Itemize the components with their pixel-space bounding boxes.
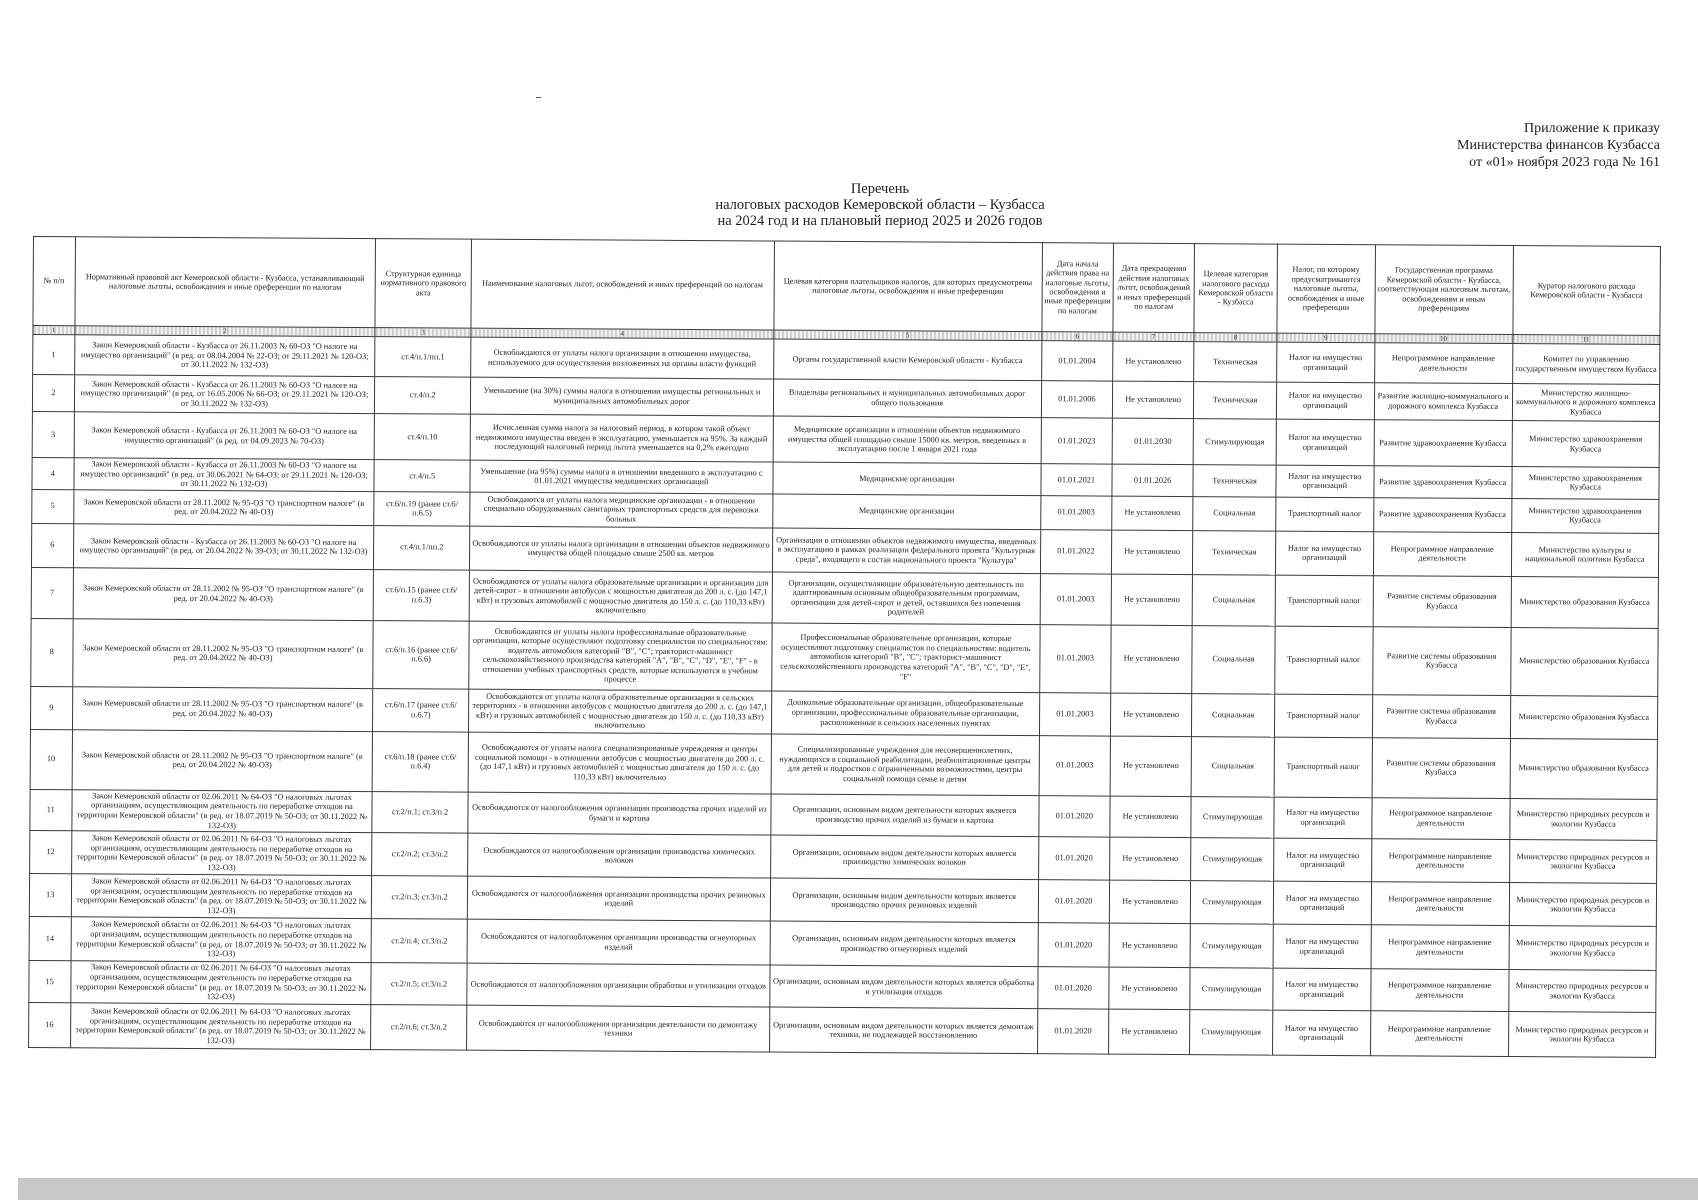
curator-cell: Министерство природных ресурсов и экологии Кузбасса <box>1508 1012 1656 1058</box>
table-row <box>30 729 1657 799</box>
end-date-cell: 01.01.2026 <box>1112 464 1193 496</box>
tax-name-cell: Налог на имущество организаций <box>1277 342 1375 383</box>
column-number-cell: 9 <box>1277 333 1375 343</box>
target-category-cell: Организации, основным видом деятельности которых является производство прочих резиновых изделий <box>770 878 1038 923</box>
start-date-cell: 01.01.2003 <box>1040 495 1112 529</box>
column-number-cell: 11 <box>1512 335 1659 345</box>
row-number-cell: 4 <box>32 457 74 489</box>
end-date-cell: Не установлено <box>1112 530 1193 574</box>
column-number-cell: 6 <box>1041 332 1113 341</box>
tax-name-cell: Налог на имущество организаций <box>1273 1010 1371 1056</box>
legal-act-cell: Закон Кемеровской области от 02.06.2011 № 64-ОЗ "О налоговых льготах организациям, осуществляющим деятельность по переработке отходов на территории Кемеровской области" (в ред. от 18.07.2019 № 50-ОЗ; от 30.11.2022 № 132-ОЗ) <box>71 874 372 919</box>
state-program-cell: Непрограммное направление деятельности <box>1371 839 1509 883</box>
target-category-cell: Организации, основным видом деятельности которых является обработка и утилизация отходов <box>770 965 1038 1009</box>
target-category-cell: Органы государственной власти Кемеровской области - Кузбасса <box>773 339 1041 381</box>
start-date-cell: 01.01.2020 <box>1038 923 1110 967</box>
expenditure-category-cell: Стимулирующая <box>1191 796 1274 838</box>
start-date-cell: 01.01.2006 <box>1041 381 1113 418</box>
appendix-line-3: от «01» ноября 2023 года № 161 <box>1469 155 1660 170</box>
benefit-name-cell: Освобождаются от налогообложения организации производства химических волокон <box>467 833 770 878</box>
appendix-line-2: Министерства финансов Кузбасса <box>1457 138 1660 153</box>
state-program-cell: Непрограммное направление деятельности <box>1374 343 1512 384</box>
structural-unit-cell: ст.4/п.1/пп.1 <box>375 337 471 378</box>
header-cell: Наименование налоговых льгот, освобождений и иных преференций по налогам <box>471 239 775 330</box>
table-header-row <box>33 237 1661 336</box>
structural-unit-cell: ст.2/п.3; ст.3/п.2 <box>372 876 468 920</box>
curator-cell: Министерство образования Кузбасса <box>1510 695 1658 739</box>
expenditure-category-cell: Техническая <box>1193 465 1276 497</box>
structural-unit-cell: ст.6/п.15 (ранее ст.6/п.6.3) <box>374 569 470 621</box>
tax-name-cell: Налог на имущество организаций <box>1276 465 1374 497</box>
start-date-cell: 01.01.2021 <box>1040 464 1112 496</box>
legal-act-cell: Закон Кемеровской области от 02.06.2011 № 64-ОЗ "О налоговых льготах организациям, осуществляющим деятельность по переработке отходов на территории Кемеровской области" (в ред. от 18.07.2019 № 50-ОЗ; от 30.11.2022 № 132-ОЗ) <box>70 961 371 1005</box>
start-date-cell: 01.01.2003 <box>1039 735 1111 795</box>
expenditure-category-cell: Стимулирующая <box>1190 881 1273 925</box>
curator-cell: Министерство культуры и национальной политики Кузбасса <box>1511 532 1659 577</box>
end-date-cell: Не установлено <box>1111 693 1192 736</box>
tax-expenditure-table <box>28 236 1661 1058</box>
curator-cell: Министерство природных ресурсов и экологии Кузбасса <box>1508 970 1656 1013</box>
start-date-cell: 01.01.2020 <box>1037 967 1109 1009</box>
state-program-cell: Развитие системы образования Кузбасса <box>1373 575 1511 627</box>
target-category-cell: Организации, осуществляющие образовательную деятельность по адаптированным основным общеобразовательным программам, организации для детей-сирот и детей, оставшихся без попечения родителей <box>772 572 1040 625</box>
end-date-cell: 01.01.2030 <box>1112 418 1193 464</box>
curator-cell: Комитет по управлению государственным имуществом Кузбасса <box>1512 344 1660 385</box>
legal-act-cell: Закон Кемеровской области от 02.06.2011 № 64-ОЗ "О налоговых льготах организациям, осуществляющим деятельность по переработке отходов на территории Кемеровской области" (в ред. от 18.07.2019 № 50-ОЗ; от 30.11.2022 № 132-ОЗ) <box>70 1003 371 1050</box>
structural-unit-cell: ст.4/п.1/пп.2 <box>374 525 470 570</box>
structural-unit-cell: ст.4/п.10 <box>375 414 471 461</box>
state-program-cell: Развитие здравоохранения Кузбасса <box>1374 466 1512 499</box>
row-number-cell: 12 <box>30 831 72 874</box>
state-program-cell: Развитие жилищно-коммунального и дорожного комплекса Кузбасса <box>1374 383 1512 421</box>
row-number-cell: 6 <box>31 523 73 567</box>
table-body <box>29 335 1660 1058</box>
tax-name-cell: Транспортный налог <box>1275 626 1373 695</box>
state-program-cell: Непрограммное направление деятельности <box>1370 1011 1508 1057</box>
target-category-cell: Профессиональные образовательные организации, которые осуществляют подготовку специалистов по специальностям: водитель автомобиля категорий "B", "C"; тракторист-машинист сельскохозяйственного производства категорий "A", "B", "C", "D", "E", "F" <box>772 623 1040 693</box>
column-number-cell: 1 <box>33 326 75 335</box>
legal-act-cell: Закон Кемеровской области от 02.06.2011 № 64-ОЗ "О налоговых льготах организациям, осуществляющим деятельность по переработке отходов на территории Кемеровской области" (в ред. от 18.07.2019 № 50-ОЗ; от 30.11.2022 № 132-ОЗ) <box>71 917 372 963</box>
start-date-cell: 01.01.2020 <box>1038 837 1110 880</box>
table-row <box>29 1003 1656 1058</box>
legal-act-cell: Закон Кемеровской области от 02.06.2011 № 64-ОЗ "О налоговых льготах организациям, осуществляющим деятельность по переработке отходов на территории Кемеровской области" (в ред. от 18.07.2019 № 50-ОЗ; от 30.11.2022 № 132-ОЗ) <box>71 831 372 876</box>
state-program-cell: Непрограммное направление деятельности <box>1373 531 1511 576</box>
target-category-cell: Владельцы региональных и муниципальных автомобильных дорог общего пользования <box>773 379 1041 418</box>
column-number-cell: 4 <box>471 328 774 339</box>
end-date-cell: Не установлено <box>1109 967 1190 1009</box>
legal-act-cell: Закон Кемеровской области от 28.11.2002 № 95-ОЗ "О транспортном налоге" (в ред. от 20.04.2022 № 40-ОЗ) <box>73 490 374 526</box>
benefit-name-cell: Уменьшение (на 95%) суммы налога в отношении введенного в эксплуатацию с 01.01.2021 имущества медицинских организаций <box>470 460 773 494</box>
curator-cell: Министерство образования Кузбасса <box>1511 576 1659 628</box>
expenditure-category-cell: Техническая <box>1194 342 1277 383</box>
structural-unit-cell: ст.2/п.2; ст.3/п.2 <box>372 833 468 877</box>
column-number-cell: 5 <box>774 330 1042 341</box>
legal-act-cell: Закон Кемеровской области от 28.11.2002 № 95-ОЗ "О транспортном налоге" (в ред. от 20.04.2022 № 40-ОЗ) <box>72 687 373 732</box>
benefit-name-cell: Освобождаются от налогообложения организации обработки и утилизации отходов <box>467 963 770 1007</box>
target-category-cell: Дошкольные образовательные организации, общеобразовательные организации, профессиональные образовательные организации, расположенные в сельских населенных пунктах <box>771 691 1039 736</box>
benefit-name-cell: Освобождаются от налогообложения организации производства прочих резиновых изделий <box>467 876 770 921</box>
target-category-cell: Организации в отношении объектов недвижимого имущества, введенных в эксплуатацию в рамках реализации федерального проекта "Культурная среда", входящего в состав национального проекта "Культура" <box>772 528 1040 574</box>
row-number-cell: 11 <box>30 789 72 831</box>
curator-cell: Министерство природных ресурсов и экологии Кузбасса <box>1509 798 1657 840</box>
row-number-cell: 5 <box>32 489 74 523</box>
curator-cell: Министерство природных ресурсов и экологии Кузбасса <box>1509 840 1657 884</box>
table-row <box>31 618 1658 696</box>
start-date-cell: 01.01.2020 <box>1038 795 1110 837</box>
benefit-name-cell: Освобождаются от уплаты налога профессиональные образовательные организации, которые осуществляют подготовку специалистов по специальностям: водитель автомобиля категорий "B", "C"; тракторист-машинист сельскохозяйственного производства категорий "A", "B", "C", "D", "E", "F" - в отношении учебных транспортных средств, которые используются в учебном процессе <box>469 621 772 691</box>
expenditure-category-cell: Стимулирующая <box>1193 419 1276 466</box>
start-date-cell: 01.01.2003 <box>1040 573 1112 624</box>
header-cell: № п/п <box>33 237 75 326</box>
end-date-cell: Не установлено <box>1113 341 1194 381</box>
tax-name-cell: Налог на имущество организаций <box>1273 968 1371 1011</box>
legal-act-cell: Закон Кемеровской области - Кузбасса от 26.11.2003 № 60-ОЗ "О налоге на имущество организаций" (в ред. от 30.06.2021 № 64-ОЗ; от 29.11.2021 № 120-ОЗ; от 30.11.2022 № 132-ОЗ) <box>73 458 374 492</box>
curator-cell: Министерство здравоохранения Кузбасса <box>1512 467 1660 500</box>
legal-act-cell: Закон Кемеровской области - Кузбасса от 26.11.2003 № 60-ОЗ "О налоге на имущество организаций" (в ред. от 08.04.2004 № 22-ОЗ; от 29.11.2021 № 120-ОЗ; от 30.11.2022 № 132-ОЗ) <box>74 335 375 377</box>
curator-cell: Министерство жилищно-коммунального и дорожного комплекса Кузбасса <box>1512 384 1660 422</box>
row-number-cell: 2 <box>32 375 74 412</box>
legal-act-cell: Закон Кемеровской области - Кузбасса от 26.11.2003 № 60-ОЗ "О налоге на имущество организаций" (в ред. от 20.04.2022 № 39-ОЗ; от 30.11.2022 № 132-ОЗ) <box>73 524 374 570</box>
start-date-cell: 01.01.2020 <box>1038 880 1110 923</box>
start-date-cell: 01.01.2023 <box>1041 418 1113 464</box>
target-category-cell: Медицинские организации <box>773 494 1041 530</box>
expenditure-category-cell: Техническая <box>1193 530 1276 575</box>
start-date-cell: 01.01.2004 <box>1041 341 1113 381</box>
row-number-cell: 13 <box>29 874 71 917</box>
benefit-name-cell: Освобождаются от уплаты налога образовательные организации в сельских территориях - в отношении автобусов с мощностью двигателя до 200 л. с. (до 147,1 кВт) и грузовых автомобилей с мощностью двигателя до 150 л. с. (до 110,33 кВт) включительно <box>468 689 771 734</box>
end-date-cell: Не установлено <box>1109 923 1190 967</box>
title-line-1: Перечень <box>850 181 910 197</box>
title-line-3: на 2024 год и на плановый период 2025 и 2026 годов <box>717 213 1043 229</box>
target-category-cell: Медицинские организации <box>773 462 1041 495</box>
expenditure-category-cell: Стимулирующая <box>1190 968 1273 1011</box>
tax-name-cell: Транспортный налог <box>1274 737 1372 798</box>
legal-act-cell: Закон Кемеровской области - Кузбасса от 26.11.2003 № 60-ОЗ "О налоге на имущество организаций" (в ред. от 04.09.2023 № 70-ОЗ) <box>74 412 375 460</box>
header-cell: Налог, по которому предусматриваются налоговые льготы, освобождения и иные преференции <box>1277 244 1375 334</box>
expenditure-category-cell: Стимулирующая <box>1191 838 1274 882</box>
start-date-cell: 01.01.2020 <box>1037 1009 1109 1054</box>
column-number-cell: 10 <box>1374 334 1512 344</box>
tax-name-cell: Транспортный налог <box>1275 694 1373 738</box>
end-date-cell: Не установлено <box>1110 837 1191 880</box>
tax-name-cell: Налог на имущество организаций <box>1273 881 1371 925</box>
structural-unit-cell: ст.2/п.4; ст.3/п.2 <box>371 919 467 964</box>
benefit-name-cell: Освобождаются от налогообложения организации производства огнеупорных изделий <box>467 919 770 965</box>
header-cell: Государственная программа Кемеровской области - Кузбасса, соответствующая налоговым льготам, освобождениям и иным преференциям <box>1375 245 1514 335</box>
state-program-cell: Развитие системы образования Кузбасса <box>1372 737 1510 798</box>
expenditure-category-cell: Стимулирующая <box>1190 924 1273 969</box>
structural-unit-cell: ст.4/п.2 <box>375 377 471 415</box>
curator-cell: Министерство природных ресурсов и экологии Кузбасса <box>1509 883 1657 927</box>
benefit-name-cell: Освобождаются от налогообложения организации деятельности по демонтажу техники <box>466 1005 769 1052</box>
row-number-cell: 8 <box>31 618 73 686</box>
state-program-cell: Непрограммное направление деятельности <box>1371 882 1509 926</box>
end-date-cell: Не установлено <box>1110 796 1191 838</box>
header-cell: Целевая категория плательщиков налогов, для которых предусмотрены налоговые льготы, освобождения и иные преференции <box>774 241 1042 332</box>
end-date-cell: Не установлено <box>1113 381 1194 418</box>
state-program-cell: Развитие здравоохранения Кузбасса <box>1373 497 1511 532</box>
row-number-cell: 7 <box>31 567 73 618</box>
state-program-cell: Непрограммное направление деятельности <box>1371 925 1509 970</box>
target-category-cell: Организации, основным видом деятельности которых является производство химических волокон <box>770 835 1038 880</box>
appendix-header <box>1330 120 1660 171</box>
tax-name-cell: Транспортный налог <box>1276 497 1374 532</box>
target-category-cell: Организации, основным видом деятельности которых является демонтаж техники, не подлежащей восстановлению <box>769 1007 1037 1054</box>
legal-act-cell: Закон Кемеровской области от 28.11.2002 № 95-ОЗ "О транспортном налоге" (в ред. от 20.04.2022 № 40-ОЗ) <box>72 730 373 792</box>
state-program-cell: Развитие системы образования Кузбасса <box>1372 626 1510 695</box>
tax-name-cell: Налог на имущество организаций <box>1276 419 1374 466</box>
target-category-cell: Медицинские организации в отношении объектов недвижимого имущества общей площадью свыше 15000 кв. метров, введенных в эксплуатацию после 1 января 2021 года <box>773 416 1041 464</box>
start-date-cell: 01.01.2003 <box>1039 692 1111 735</box>
header-cell: Целевая категория налогового расхода Кемеровской области - Кузбасса <box>1194 244 1278 334</box>
structural-unit-cell: ст.2/п.6; ст.3/п.2 <box>371 1005 467 1051</box>
header-cell: Нормативный правовой акт Кемеровской области - Кузбасса, устанавливающий налоговые льготы, освобождения и иные преференции по налогам <box>74 237 375 328</box>
expenditure-category-cell: Социальная <box>1192 574 1275 626</box>
legal-act-cell: Закон Кемеровской области от 28.11.2002 № 95-ОЗ "О транспортном налоге" (в ред. от 20.04.2022 № 40-ОЗ) <box>72 619 373 689</box>
tax-name-cell: Транспортный налог <box>1275 575 1373 627</box>
table-wrapper <box>28 236 1661 1058</box>
expenditure-category-cell: Социальная <box>1192 693 1275 737</box>
target-category-cell: Организации, основным видом деятельности которых является производство прочих изделий из бумаги и картона <box>771 794 1039 837</box>
benefit-name-cell: Освобождаются от уплаты налога специализированные учреждения и центры социальной помощи - в отношении автобусов с мощностью двигателя до 200 л. с. (до 147,1 кВт) и грузовых автомобилей с мощностью двигателя до 150 л. с. (до 110,33 кВт) включительно <box>468 732 771 794</box>
target-category-cell: Специализированные учреждения для несовершеннолетних, нуждающихся в социальной реабилитации, реабилитационные центры для детей и подростков с ограниченными возможностями, центры социальной помощи семье и детям <box>771 734 1039 796</box>
header-cell: Дата прекращения действия налоговых льгот, освобождений и иных преференций по налогам <box>1113 243 1194 332</box>
structural-unit-cell: ст.2/п.1; ст.3/п.2 <box>372 791 468 833</box>
curator-cell: Министерство здравоохранения Кузбасса <box>1511 498 1659 533</box>
benefit-name-cell: Исчисленная сумма налога за налоговый период, в котором такой объект недвижимого имущества введен в эксплуатацию, уменьшается на 95%. За каждый последующий налоговый период льгота уменьшается на 0,2% ежегодно <box>470 414 773 462</box>
expenditure-category-cell: Социальная <box>1193 496 1276 531</box>
legal-act-cell: Закон Кемеровской области - Кузбасса от 26.11.2003 № 60-ОЗ "О налоге на имущество организаций" (в ред. от 16.05.2006 № 66-ОЗ; от 29.11.2021 № 120-ОЗ; от 30.11.2022 № 132-ОЗ) <box>74 375 375 414</box>
state-program-cell: Развитие здравоохранения Кузбасса <box>1374 420 1512 467</box>
structural-unit-cell: ст.2/п.5; ст.3/п.2 <box>371 963 467 1006</box>
document-title <box>600 181 1160 229</box>
tax-name-cell: Налог на имущество организаций <box>1276 382 1374 420</box>
state-program-cell: Развитие системы образования Кузбасса <box>1372 694 1510 738</box>
legal-act-cell: Закон Кемеровской области от 28.11.2002 № 95-ОЗ "О транспортном налоге" (в ред. от 20.04.2022 № 40-ОЗ) <box>73 568 374 621</box>
expenditure-category-cell: Социальная <box>1191 736 1274 797</box>
row-number-cell: 15 <box>29 961 71 1003</box>
end-date-cell: Не установлено <box>1111 574 1192 625</box>
column-number-cell: 8 <box>1194 333 1277 343</box>
row-number-cell: 3 <box>32 411 74 457</box>
row-number-cell: 10 <box>30 729 72 789</box>
tax-name-cell: Налог на имущество организаций <box>1274 797 1372 839</box>
structural-unit-cell: ст.6/п.19 (ранее ст.6/п.6.5) <box>374 491 470 526</box>
benefit-name-cell: Освобождаются от налогообложения организации производства прочих изделий из бумаги и картона <box>468 792 771 835</box>
start-date-cell: 01.01.2022 <box>1040 529 1112 573</box>
curator-cell: Министерство здравоохранения Кузбасса <box>1512 421 1660 468</box>
structural-unit-cell: ст.6/п.18 (ранее ст.6/п.6.4) <box>373 731 469 792</box>
row-number-cell: 14 <box>29 917 71 961</box>
state-program-cell: Непрограммное направление деятельности <box>1370 969 1508 1012</box>
end-date-cell: Не установлено <box>1109 880 1190 923</box>
end-date-cell: Не установлено <box>1111 625 1192 693</box>
start-date-cell: 01.01.2003 <box>1039 624 1111 692</box>
benefit-name-cell: Освобождаются от уплаты налога медицинские организации - в отношении специально оборудованных санитарных транспортных средств для перевозки больных <box>470 492 773 528</box>
title-line-2: налоговых расходов Кемеровской области – Кузбасса <box>715 197 1045 213</box>
benefit-name-cell: Освобождаются от уплаты налога образовательные организации и организации для детей-сирот - в отношении автобусов с мощностью двигателя до 200 л. с. (до 147,1 кВт) и грузовых автомобилей с мощностью двигателя до 150 л. с. (до 110,33 кВт) включительно <box>469 570 772 623</box>
header-cell: Дата начала действия права на налоговые льготы, освобождения и иные преференции по налогам <box>1041 243 1113 332</box>
expenditure-category-cell: Социальная <box>1192 625 1275 694</box>
row-number-cell: 1 <box>33 335 75 375</box>
tax-name-cell: Налог на имущество организаций <box>1274 838 1372 882</box>
header-cell: Куратор налогового расхода Кемеровской области - Кузбасса <box>1513 246 1661 336</box>
tax-name-cell: Налог на имущество организаций <box>1276 531 1374 576</box>
structural-unit-cell: ст.6/п.17 (ранее ст.6/п.6.7) <box>373 688 469 732</box>
appendix-line-1: Приложение к приказу <box>1524 121 1660 136</box>
expenditure-category-cell: Стимулирующая <box>1190 1010 1273 1056</box>
column-number-cell: 7 <box>1113 332 1194 341</box>
tax-name-cell: Налог на имущество организаций <box>1273 924 1371 969</box>
curator-cell: Министерство природных ресурсов и экологии Кузбасса <box>1509 926 1657 971</box>
header-cell: Структурная единица нормативного правового акта <box>375 239 471 329</box>
curator-cell: Министерство образования Кузбасса <box>1510 738 1658 799</box>
benefit-name-cell: Освобождаются от уплаты налога организации в отношении объектов недвижимого имущества общей площадью свыше 2500 кв. метров <box>469 526 772 572</box>
state-program-cell: Непрограммное направление деятельности <box>1371 797 1509 839</box>
expenditure-category-cell: Техническая <box>1193 382 1276 420</box>
target-category-cell: Организации, основным видом деятельности которых является производство огнеупорных изделий <box>770 921 1038 967</box>
end-date-cell: Не установлено <box>1112 496 1193 530</box>
scan-speck <box>536 97 541 98</box>
column-number-cell: 3 <box>375 328 471 338</box>
row-number-cell: 9 <box>30 686 72 729</box>
benefit-name-cell: Уменьшение (на 30%) суммы налога в отношении имущества региональных и муниципальных автомобильных дорог <box>470 377 773 416</box>
scan-edge-bar <box>18 1178 1698 1200</box>
end-date-cell: Не установлено <box>1109 1009 1190 1054</box>
end-date-cell: Не установлено <box>1110 736 1191 796</box>
structural-unit-cell: ст.6/п.16 (ранее ст.6/п.6.6) <box>373 620 469 689</box>
legal-act-cell: Закон Кемеровской области от 02.06.2011 № 64-ОЗ "О налоговых льготах организациям, осуществляющим деятельность по переработке отходов на территории Кемеровской области" (в ред. от 18.07.2019 № 50-ОЗ; от 30.11.2022 № 132-ОЗ) <box>71 790 372 833</box>
curator-cell: Министерство образования Кузбасса <box>1510 627 1658 696</box>
row-number-cell: 16 <box>29 1003 71 1048</box>
benefit-name-cell: Освобождаются от уплаты налога организации в отношении имущества, используемого для осуществления возложенных на органы власти функций <box>471 337 774 379</box>
column-number-cell: 2 <box>74 326 375 337</box>
structural-unit-cell: ст.4/п.5 <box>374 460 470 492</box>
